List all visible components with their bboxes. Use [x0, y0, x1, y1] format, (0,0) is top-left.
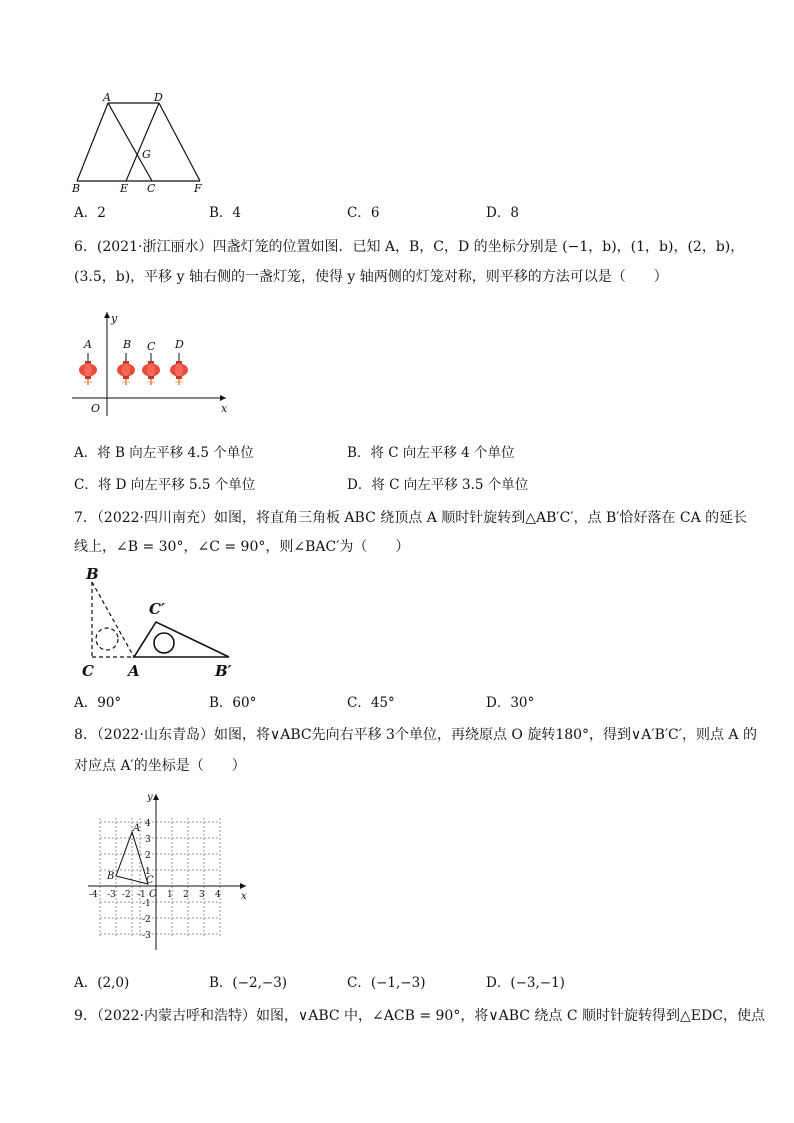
fig8-label-b: B: [107, 871, 115, 882]
q5-option-a[interactable]: A．2: [74, 205, 106, 221]
q8-option-b[interactable]: B．(−2,−3): [209, 975, 288, 991]
fig8-y-tick-2: 2: [145, 851, 151, 861]
fig8-label-y: y: [147, 792, 153, 803]
fig5-label-g: G: [142, 148, 151, 161]
fig8-x-tick-m3: -3: [107, 890, 116, 900]
fig6-label-a: A: [84, 338, 92, 351]
fig8-x-tick-m4: -4: [89, 890, 98, 900]
q8-option-c[interactable]: C．(−1,−3): [347, 975, 426, 991]
figure-q7-triangles: [76, 562, 246, 680]
fig6-label-x: x: [221, 402, 228, 415]
fig5-label-d: D: [154, 91, 163, 104]
fig8-y-tick-1: 1: [145, 867, 151, 877]
q8-stem-line2: 对应点 A′的坐标是（ ）: [74, 758, 246, 774]
q5-option-b[interactable]: B．4: [209, 205, 242, 221]
q7-option-d[interactable]: D．30°: [486, 695, 535, 711]
q9-stem-line1: 9．（2022·内蒙古呼和浩特）如图，∨ABC 中，∠ACB = 90°，将∨ABC 绕点 C 顺时针旋转得到△EDC，使点: [74, 1008, 765, 1024]
fig8-y-tick-m1: -1: [142, 899, 151, 909]
q7-option-c[interactable]: C．45°: [347, 695, 395, 711]
fig6-label-y: y: [111, 312, 118, 325]
fig8-x-tick-3: 3: [199, 890, 205, 900]
q6-stem-line1: 6．(2021·浙江丽水）四盏灯笼的位置如图．已知 A，B，C，D 的坐标分别是 (−1，b)，(1，b)，(2，b)，: [74, 239, 745, 255]
fig8-label-a: A: [133, 823, 141, 834]
fig7-label-c-prime: C′: [149, 600, 165, 618]
q7-option-a[interactable]: A．90°: [74, 695, 122, 711]
q5-option-c[interactable]: C．6: [347, 205, 380, 221]
fig8-label-c: C: [146, 875, 154, 886]
fig8-label-o: O: [149, 889, 158, 900]
figure-q8-grid: [86, 786, 256, 956]
fig6-label-d: D: [175, 338, 184, 351]
q6-stem-line2: (3.5，b)，平移 y 轴右侧的一盏灯笼，使得 y 轴两侧的灯笼对称，则平移的方法可以是（ ）: [74, 269, 668, 285]
fig7-label-c: C: [82, 662, 94, 680]
q6-option-c[interactable]: C．将 D 向左平移 5.5 个单位: [74, 477, 256, 493]
fig8-x-tick-1: 1: [167, 890, 173, 900]
q8-option-d[interactable]: D．(−3,−1): [486, 975, 565, 991]
fig8-x-tick-m1: -1: [137, 890, 146, 900]
q6-option-a[interactable]: A．将 B 向左平移 4.5 个单位: [74, 445, 254, 461]
fig5-label-b: B: [72, 182, 81, 195]
q6-option-d[interactable]: D．将 C 向左平移 3.5 个单位: [347, 477, 529, 493]
fig8-y-tick-m2: -2: [142, 915, 151, 925]
fig8-x-tick-m2: -2: [122, 890, 131, 900]
fig7-label-a: A: [128, 662, 140, 680]
fig8-label-x: x: [241, 891, 247, 902]
figure-q5: [60, 92, 220, 197]
fig8-y-tick-m3: -3: [142, 931, 151, 941]
fig7-label-b: B: [86, 565, 99, 583]
fig8-x-tick-4: 4: [215, 890, 221, 900]
q7-option-b[interactable]: B．60°: [209, 695, 257, 711]
q7-stem-line1: 7．（2022·四川南充）如图，将直角三角板 ABC 绕顶点 A 顺时针旋转到△AB′C′，点 B′恰好落在 CA 的延长: [74, 510, 748, 526]
fig5-label-a: A: [103, 91, 111, 104]
fig5-label-f: F: [194, 182, 202, 195]
fig5-label-c: C: [147, 182, 156, 195]
q7-stem-line2: 线上，∠B = 30°，∠C = 90°，则∠BAC′为（ ）: [74, 539, 410, 555]
q8-option-a[interactable]: A．(2,0): [74, 975, 130, 991]
figure-q6-lanterns: [68, 306, 238, 418]
fig6-label-o: O: [91, 402, 101, 415]
fig7-label-b-prime: B′: [215, 662, 232, 680]
fig8-y-tick-4: 4: [145, 819, 151, 829]
q6-option-b[interactable]: B．将 C 向左平移 4 个单位: [347, 445, 515, 461]
fig6-label-b: B: [123, 338, 132, 351]
q5-option-d[interactable]: D．8: [486, 205, 519, 221]
fig5-label-e: E: [120, 182, 129, 195]
fig6-label-c: C: [147, 340, 156, 353]
fig8-x-tick-2: 2: [183, 890, 189, 900]
fig8-y-tick-3: 3: [145, 835, 151, 845]
q8-stem-line1: 8．（2022·山东青岛）如图，将∨ABC先向右平移 3个单位，再绕原点 O 旋转180°，得到∨A′B′C′，则点 A 的: [74, 727, 757, 743]
